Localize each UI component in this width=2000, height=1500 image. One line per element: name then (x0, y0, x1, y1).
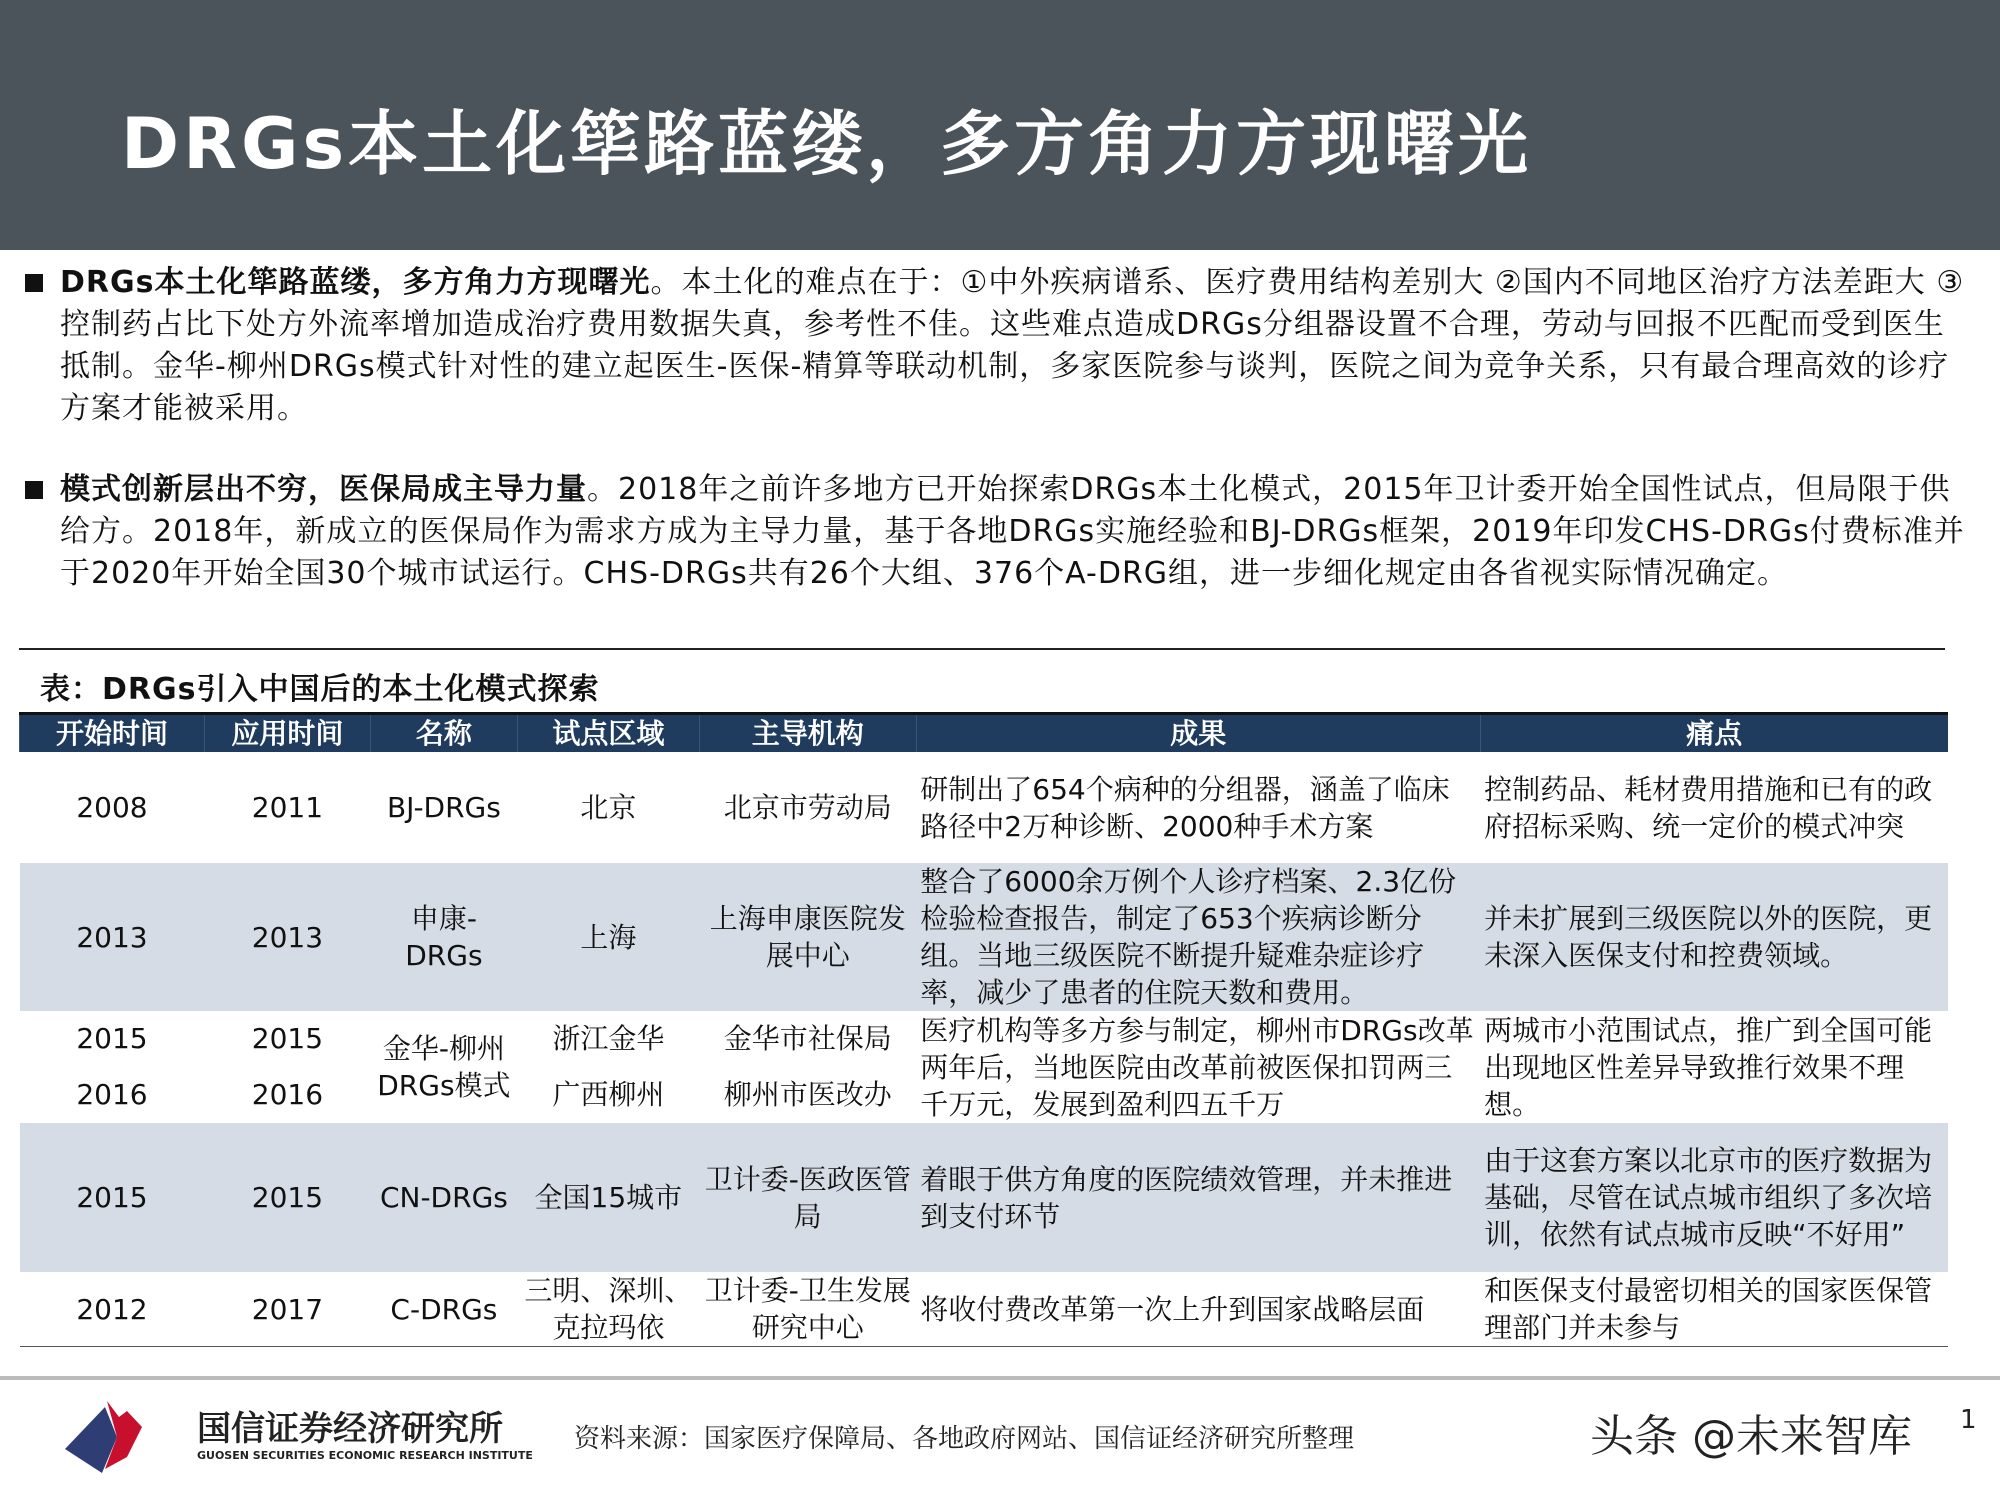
cell: 上海申康医院发展中心 (699, 863, 916, 1011)
drgs-table (19, 712, 1948, 1347)
cell: CN-DRGs (370, 1123, 517, 1272)
cell: 全国15城市 (517, 1123, 699, 1272)
cell: 控制药品、耗材费用措施和已有的政府招标采购、统一定价的模式冲突 (1484, 772, 1933, 843)
table-caption: 表：DRGs引入中国后的本土化模式探索 (40, 672, 600, 707)
cell-line: 2016 (251, 1078, 324, 1111)
col-header: 成果 (916, 714, 1480, 753)
col-header: 开始时间 (20, 714, 205, 753)
cell: 由于这套方案以北京市的医疗数据为基础，尽管在试点城市组织了多次培训，依然有试点城市反映“不好用” (1480, 1123, 1948, 1272)
cell: 北京市劳动局 (723, 791, 892, 824)
col-header: 名称 (370, 714, 517, 753)
cell-line: 广西柳州 (552, 1078, 665, 1111)
cell: 上海 (517, 863, 699, 1011)
cell: 卫计委-医政医管局 (699, 1123, 916, 1272)
cell: 医疗机构等多方参与制定，柳州市DRGs改革两年后，当地医院由改革前被医保扣罚两三千万元，发展到盈利四五千万 (920, 1013, 1474, 1121)
cell: 整合了6000余万例个人诊疗档案、2.3亿份检验检查报告，制定了653个疾病诊断分组。当地三级医院不断提升疑难杂症诊疗率，减少了患者的住院天数和费用。 (916, 863, 1480, 1011)
bullet-text: 。本土化的难点在于：①中外疾病谱系、医疗费用结构差别大 ②国内不同地区治疗方法差距大 ③控制药占比下处方外流率增加造成治疗费用数据失真，参考性不佳。这些难点造成DRGs分组器设置不合理，劳动与回报不匹配而受到医生抵制。金华-柳州DRGs模式针对性的建立起医生-医保-精算等联动机制，多家医院参与谈判，医院之间为竞争关系，只有最合理高效的诊疗方案才能被采用。 (60, 265, 1965, 426)
bullet-paragraph-2 (25, 469, 1965, 595)
logo-english-name: GUOSEN SECURITIES ECONOMIC RESEARCH INSTITUTE (197, 1449, 533, 1462)
cell: 2008 (76, 791, 148, 824)
cell: 2013 (20, 863, 205, 1011)
table-row (20, 752, 1949, 863)
cell: 2011 (251, 791, 324, 824)
cell-line: 柳州市医改办 (723, 1078, 892, 1111)
cell-line: 2015 (76, 1022, 148, 1055)
cell: 北京 (580, 791, 637, 824)
cell: 两城市小范围试点，推广到全国可能出现地区性差异导致推行效果不理想。 (1484, 1013, 1933, 1121)
table-header-row (20, 714, 1949, 753)
col-header: 试点区域 (517, 714, 699, 753)
cell-line: 浙江金华 (552, 1022, 665, 1055)
cell: 2013 (204, 863, 370, 1011)
bullet-paragraph-1 (25, 262, 1965, 430)
cell: 和医保支付最密切相关的国家医保管理部门并未参与 (1480, 1272, 1948, 1347)
footer-divider (0, 1376, 2000, 1380)
table-row (20, 863, 1949, 1011)
source-note: 资料来源：国家医疗保障局、各地政府网站、国信证经济研究所整理 (574, 1424, 1355, 1454)
bullet-heading: 模式创新层出不穷，医保局成主导力量 (60, 472, 587, 507)
col-header: 痛点 (1480, 714, 1948, 753)
cell: 三明、深圳、克拉玛依 (517, 1272, 699, 1347)
logo-mark-icon (57, 1397, 187, 1473)
col-header: 应用时间 (204, 714, 370, 753)
cell: 卫计委-卫生发展研究中心 (699, 1272, 916, 1347)
cell (517, 1011, 699, 1123)
cell-line: 2016 (76, 1078, 148, 1111)
bullet-text: 。2018年之前许多地方已开始探索DRGs本土化模式，2015年卫计委开始全国性试点，但局限于供给方。2018年，新成立的医保局作为需求方成为主导力量，基于各地DRGs实施经验和BJ-DRGs框架，2019年印发CHS-DRGs付费标准并于2020年开始全国30个城市试运行。CHS-DRGs共有26个大组、376个A-DRG组，进一步细化规定由各省视实际情况确定。 (60, 472, 1965, 591)
col-header: 主导机构 (699, 714, 916, 753)
cell: 金华-柳州DRGs模式 (377, 1032, 511, 1102)
title-banner (0, 0, 2000, 250)
cell: 着眼于供方角度的医院绩效管理，并未推进到支付环节 (916, 1123, 1480, 1272)
logo-name: 国信证券经济研究所 (197, 1409, 503, 1449)
cell: 2015 (204, 1123, 370, 1272)
cell (20, 1011, 205, 1123)
cell (699, 1011, 916, 1123)
cell: C-DRGs (370, 1272, 517, 1347)
cell: 并未扩展到三级医院以外的医院，更未深入医保支付和控费领域。 (1480, 863, 1948, 1011)
cell: 申康-DRGs (370, 863, 517, 1011)
page-number: 1 (1960, 1405, 1977, 1435)
cell: 2015 (20, 1123, 205, 1272)
cell: 研制出了654个病种的分组器，涵盖了临床路径中2万种诊断、2000种手术方案 (920, 772, 1450, 843)
cell-line: 金华市社保局 (723, 1022, 892, 1055)
watermark: 头条 @未来智库 (1590, 1411, 1912, 1462)
table-row (20, 1272, 1949, 1347)
cell: 将收付费改革第一次上升到国家战略层面 (916, 1272, 1480, 1347)
bullet-heading: DRGs本土化筚路蓝缕，多方角力方现曙光 (60, 265, 651, 300)
cell-line: 2015 (251, 1022, 324, 1055)
table-row (20, 1011, 1949, 1123)
guosen-logo (57, 1397, 533, 1473)
table-row (20, 1123, 1949, 1272)
cell (204, 1011, 370, 1123)
page-title: DRGs本土化筚路蓝缕，多方角力方现曙光 (121, 103, 1533, 185)
cell: BJ-DRGs (386, 791, 501, 824)
cell: 2012 (20, 1272, 205, 1347)
cell: 2017 (204, 1272, 370, 1347)
divider (19, 648, 1945, 650)
bullet-square-icon (25, 274, 43, 292)
bullet-square-icon (25, 481, 43, 499)
